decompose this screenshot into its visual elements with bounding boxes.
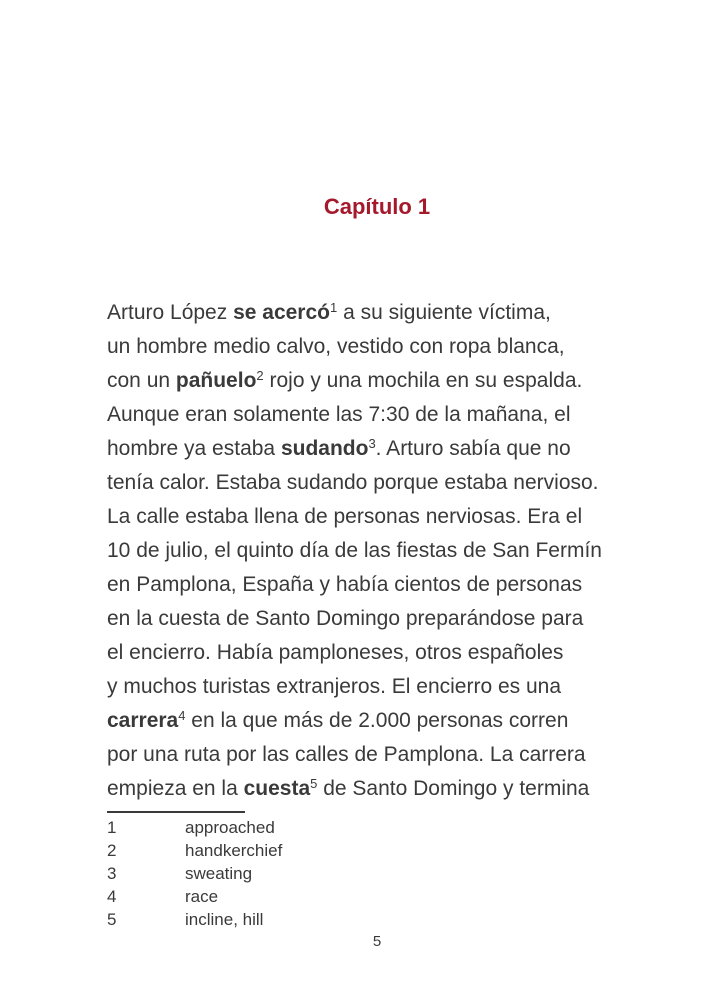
- body-line: [107, 500, 667, 534]
- text-segment: en Pamplona, España y había cientos de personas: [107, 573, 583, 596]
- text-segment: y muchos turistas extranjeros. El encierro es una: [107, 675, 562, 698]
- footnote-translation: approached: [185, 818, 275, 837]
- footnote-translation: handkerchief: [185, 841, 283, 860]
- text-segment: hombre ya estaba: [107, 437, 281, 460]
- text-segment: . Arturo sabía que no: [375, 437, 571, 460]
- footnote-number: 4: [107, 887, 117, 906]
- story-text: [107, 296, 667, 806]
- text-segment: en la que más de 2.000 personas corren: [185, 709, 569, 732]
- text-segment: a su siguiente víctima,: [337, 301, 551, 324]
- footnote-number: 3: [107, 864, 117, 883]
- body-line: [107, 364, 667, 398]
- footnote-number: 2: [107, 841, 117, 860]
- body-line: [107, 568, 667, 602]
- body-line: [107, 636, 667, 670]
- footnote-row: [107, 885, 647, 908]
- footnote-row: [107, 839, 647, 862]
- glossed-word: carrera: [107, 709, 179, 732]
- glossed-word: cuesta: [243, 777, 311, 800]
- footnote-number: 5: [107, 910, 117, 929]
- footnote-number: 1: [107, 818, 117, 837]
- footnote-translation: sweating: [185, 864, 253, 883]
- footnote-marker: 3: [368, 436, 376, 451]
- page-number: 5: [372, 933, 382, 950]
- glossed-word: pañuelo: [175, 369, 257, 392]
- footnotes-list: [107, 816, 647, 931]
- glossed-word: sudando: [280, 437, 369, 460]
- footnote-divider: [107, 811, 245, 813]
- body-line: [107, 738, 667, 772]
- chapter-title: Capítulo 1: [323, 194, 431, 219]
- text-segment: de Santo Domingo y termina: [317, 777, 590, 800]
- text-segment: 10 de julio, el quinto día de las fiestas de San Fermín: [107, 539, 602, 562]
- text-segment: La calle estaba llena de personas nerviosas. Era el: [107, 505, 583, 528]
- body-line: [107, 466, 667, 500]
- body-line: [107, 602, 667, 636]
- text-segment: por una ruta por las calles de Pamplona. La carrera: [107, 743, 586, 766]
- text-segment: en la cuesta de Santo Domingo preparándose para: [107, 607, 584, 630]
- text-segment: con un: [107, 369, 176, 392]
- footnote-marker: 4: [178, 708, 186, 723]
- body-line: [107, 398, 667, 432]
- body-line: [107, 432, 667, 466]
- body-line: [107, 534, 667, 568]
- text-segment: Arturo López: [107, 301, 234, 324]
- body-line: [107, 704, 667, 738]
- body-line: [107, 772, 667, 806]
- body-line: [107, 296, 667, 330]
- body-line: [107, 330, 667, 364]
- footnote-translation: incline, hill: [185, 910, 264, 929]
- glossed-word: se acercó: [233, 301, 330, 324]
- footnote-row: [107, 908, 647, 931]
- text-segment: empieza en la: [107, 777, 244, 800]
- body-line: [107, 670, 667, 704]
- footnote-marker: 1: [330, 300, 338, 315]
- text-segment: Aunque eran solamente las 7:30 de la mañana, el: [107, 403, 571, 426]
- text-segment: rojo y una mochila en su espalda.: [263, 369, 583, 392]
- text-segment: tenía calor. Estaba sudando porque estaba nervioso.: [107, 471, 599, 494]
- text-segment: el encierro. Había pamploneses, otros españoles: [107, 641, 564, 664]
- footnote-row: [107, 816, 647, 839]
- footnote-marker: 5: [310, 776, 318, 791]
- footnote-row: [107, 862, 647, 885]
- text-segment: un hombre medio calvo, vestido con ropa blanca,: [107, 335, 565, 358]
- footnote-translation: race: [185, 887, 219, 906]
- footnote-marker: 2: [256, 368, 264, 383]
